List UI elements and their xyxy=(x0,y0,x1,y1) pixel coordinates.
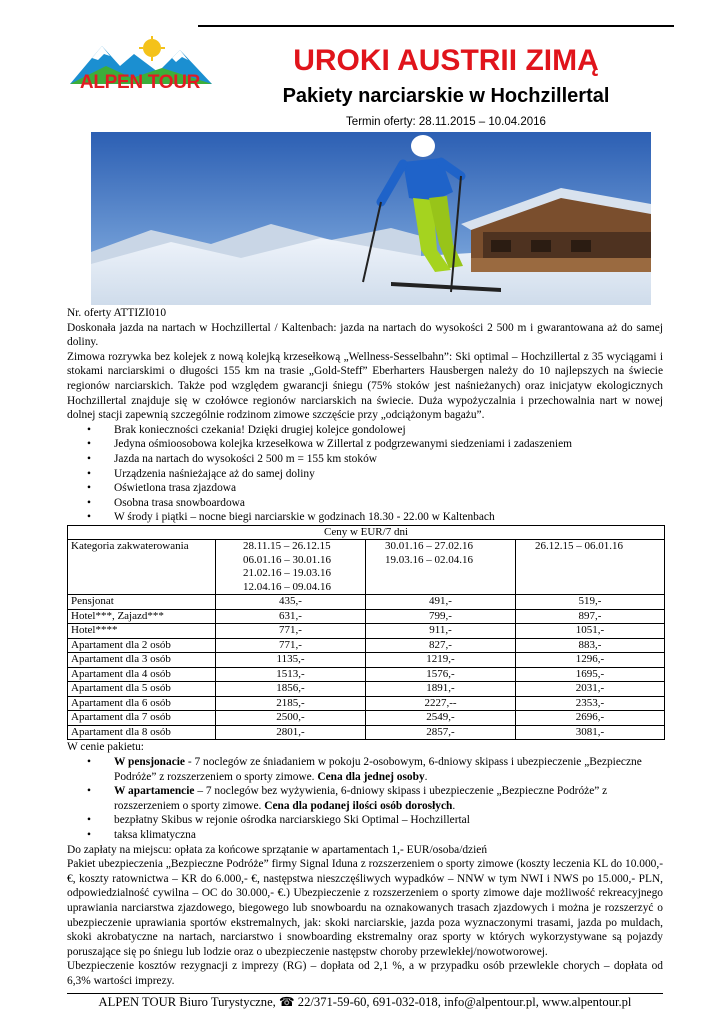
insurance-info: Pakiet ubezpieczenia „Bezpieczne Podróże” firmy Signal Iduna z rozszerzeniem o sporty zimowe (koszty leczenia KL do 10.000,- €, koszty ratownictwa – KR do 6.000,- €, następstwa nieszczęśliwych wypadków – NNW w tym NWI i NWS po 15.000,- PLN, odpowiedzialność cywilna – OC do 30.000,- €.) Ubezpieczenie z rozszerzeniem o sporty zimowe daje możliwość rekreacyjnego uprawiania narciarstwa zjazdowego, biegowego lub snowboardu na oznakowanych trasach zjazdowych i można je rozszerzyć o ubezpieczenie uprawiania sportów ekstremalnych, jak: skoki narciarskie, jazda poza wyznaczonymi trasami, jazda po muldach, skoki akrobatyczne na nartach, narciarstwo i snowboarding ekstremalny oraz sporty w których wykorzystywane są pojazdy poruszające się po śniegu lub lodzie oraz o ubezpieczenie następstw choroby przewlekłej/nowotworowej. xyxy=(67,858,663,958)
table-row: Apartament dla 7 osób 2500,- 2549,- 2696,- xyxy=(68,711,665,726)
cleaning-fee: Do zapłaty na miejscu: opłata za końcowe sprzątanie w apartamentach 1,- EUR/osoba/dzień xyxy=(67,843,488,856)
price-table xyxy=(67,525,665,741)
logo-text: ALPEN TOUR xyxy=(79,72,201,93)
table-row: Apartament dla 4 osób 1513,- 1576,- 1695,- xyxy=(68,667,665,682)
table-row: Hotel**** 771,- 911,- 1051,- xyxy=(68,624,665,639)
offer-number: Nr. oferty ATTIZI010 xyxy=(67,307,167,319)
table-row: Hotel***, Zajazd*** 631,- 799,- 897,- xyxy=(68,609,665,624)
phone-icon: ☎ xyxy=(278,995,295,1009)
page-subtitle: Pakiety narciarskie w Hochzillertal xyxy=(282,85,610,107)
list-item: • Jazda na nartach do wysokości 2 500 m = 155 km stoków xyxy=(87,452,663,467)
offer-intro: Doskonała jazda na nartach w Hochzillertal / Kaltenbach: jazda na nartach do wysokości 2 500 m i gwarantowana aż do samej doliny. xyxy=(67,321,663,349)
footer-company: ALPEN TOUR Biuro Turystyczne, xyxy=(98,995,279,1009)
footer-rule xyxy=(67,993,663,994)
table-row: Apartament dla 8 osób 2801,- 2857,- 3081,- xyxy=(68,725,665,740)
list-item: • Oświetlona trasa zjazdowa xyxy=(87,481,663,496)
feature-list xyxy=(87,423,663,525)
table-row: Apartament dla 6 osób 2185,- 2227,-- 2353,- xyxy=(68,696,665,711)
list-item: • Jedyna ośmioosobowa kolejka krzesełkowa w Zillertal z podgrzewanymi siedzeniami i zadaszeniem xyxy=(87,437,663,452)
header-season-2: 30.01.16 – 27.02.16 19.03.16 – 02.04.16 xyxy=(366,540,516,595)
list-item: • Urządzenia naśnieżające aż do samej doliny xyxy=(87,467,663,482)
included-heading: W cenie pakietu: xyxy=(67,741,144,754)
page-title: UROKI AUSTRII ZIMĄ xyxy=(293,44,599,77)
header-category: Kategoria zakwaterowania xyxy=(68,540,216,595)
offer-description: Zimowa rozrywka bez kolejek z nową kolejką krzesełkową „Wellness-Sesselbahn”: Ski optimal – Hochzillertal z 35 wyciągami i stokami narciarskimi o długości 155 km na trasie „Gold-Steff” Eberharters Hausbergen należy do 10 najlepszych na świecie regionów narciarskich. Także pod względem gwarancji śniegu (75% stoków jest naśnieżanych) oraz inicjatyw ekologicznych Hochzillertal znajduje się w czołówce regionów narciarskich na świecie. Duża wypożyczalnia i przechowalnia nart w nowej dolnej stacji zapewnią szczególnie rodzinom zimowe szczęście przy „odciążonym bagażu”. xyxy=(67,350,663,422)
alpen-tour-logo xyxy=(62,36,218,102)
list-item: • W apartamencie – 7 noclegów bez wyżywienia, 6-dniowy skipass i ubezpieczenie „Bezpieczne Podróże” z rozszerzeniem o sporty zimowe. Cena dla podanej ilości osób dorosłych. xyxy=(87,784,663,813)
table-row: Apartament dla 2 osób 771,- 827,- 883,- xyxy=(68,638,665,653)
list-item: • taksa klimatyczna xyxy=(87,828,663,843)
list-item: • W pensjonacie - 7 noclegów ze śniadaniem w pokoju 2-osobowym, 6-dniowy skipass i ubezpieczenie „Bezpieczne Podróże” z rozszerzeniem o sporty zimowe. Cena dla jednej osoby. xyxy=(87,755,663,784)
list-item: • Osobna trasa snowboardowa xyxy=(87,496,663,511)
footer xyxy=(67,995,663,1010)
table-row: Apartament dla 5 osób 1856,- 1891,- 2031,- xyxy=(68,682,665,697)
offer-body xyxy=(67,306,663,989)
offer-term: Termin oferty: 28.11.2015 – 10.04.2016 xyxy=(346,116,546,128)
list-item: • bezpłatny Skibus w rejonie ośrodka narciarskiego Ski Optimal – Hochzillertal xyxy=(87,813,663,828)
table-caption: Ceny w EUR/7 dni xyxy=(68,525,665,540)
resignation-info: Ubezpieczenie kosztów rezygnacji z imprezy (RG) – dopłata od 2,1 %, a w przypadku osób przewlekle chorych – dopłata od 6,3% wartości imprezy. xyxy=(67,960,663,987)
included-list xyxy=(87,755,663,843)
footer-contacts: 22/371-59-60, 691-032-018, info@alpentour.pl, www.alpentour.pl xyxy=(294,995,632,1009)
skier-photo xyxy=(91,132,651,305)
table-row: Pensjonat 435,- 491,- 519,- xyxy=(68,595,665,610)
header-season-1: 28.11.15 – 26.12.15 06.01.16 – 30.01.16 21.02.16 – 19.03.16 12.04.16 – 09.04.16 xyxy=(216,540,366,595)
table-row: Apartament dla 3 osób 1135,- 1219,- 1296,- xyxy=(68,653,665,668)
list-item: • W środy i piątki – nocne biegi narciarskie w godzinach 18.30 - 22.00 w Kaltenbach xyxy=(87,510,663,525)
header-season-3: 26.12.15 – 06.01.16 xyxy=(516,540,665,595)
top-rule xyxy=(198,25,674,27)
list-item: • Brak konieczności czekania! Dzięki drugiej kolejce gondolowej xyxy=(87,423,663,438)
